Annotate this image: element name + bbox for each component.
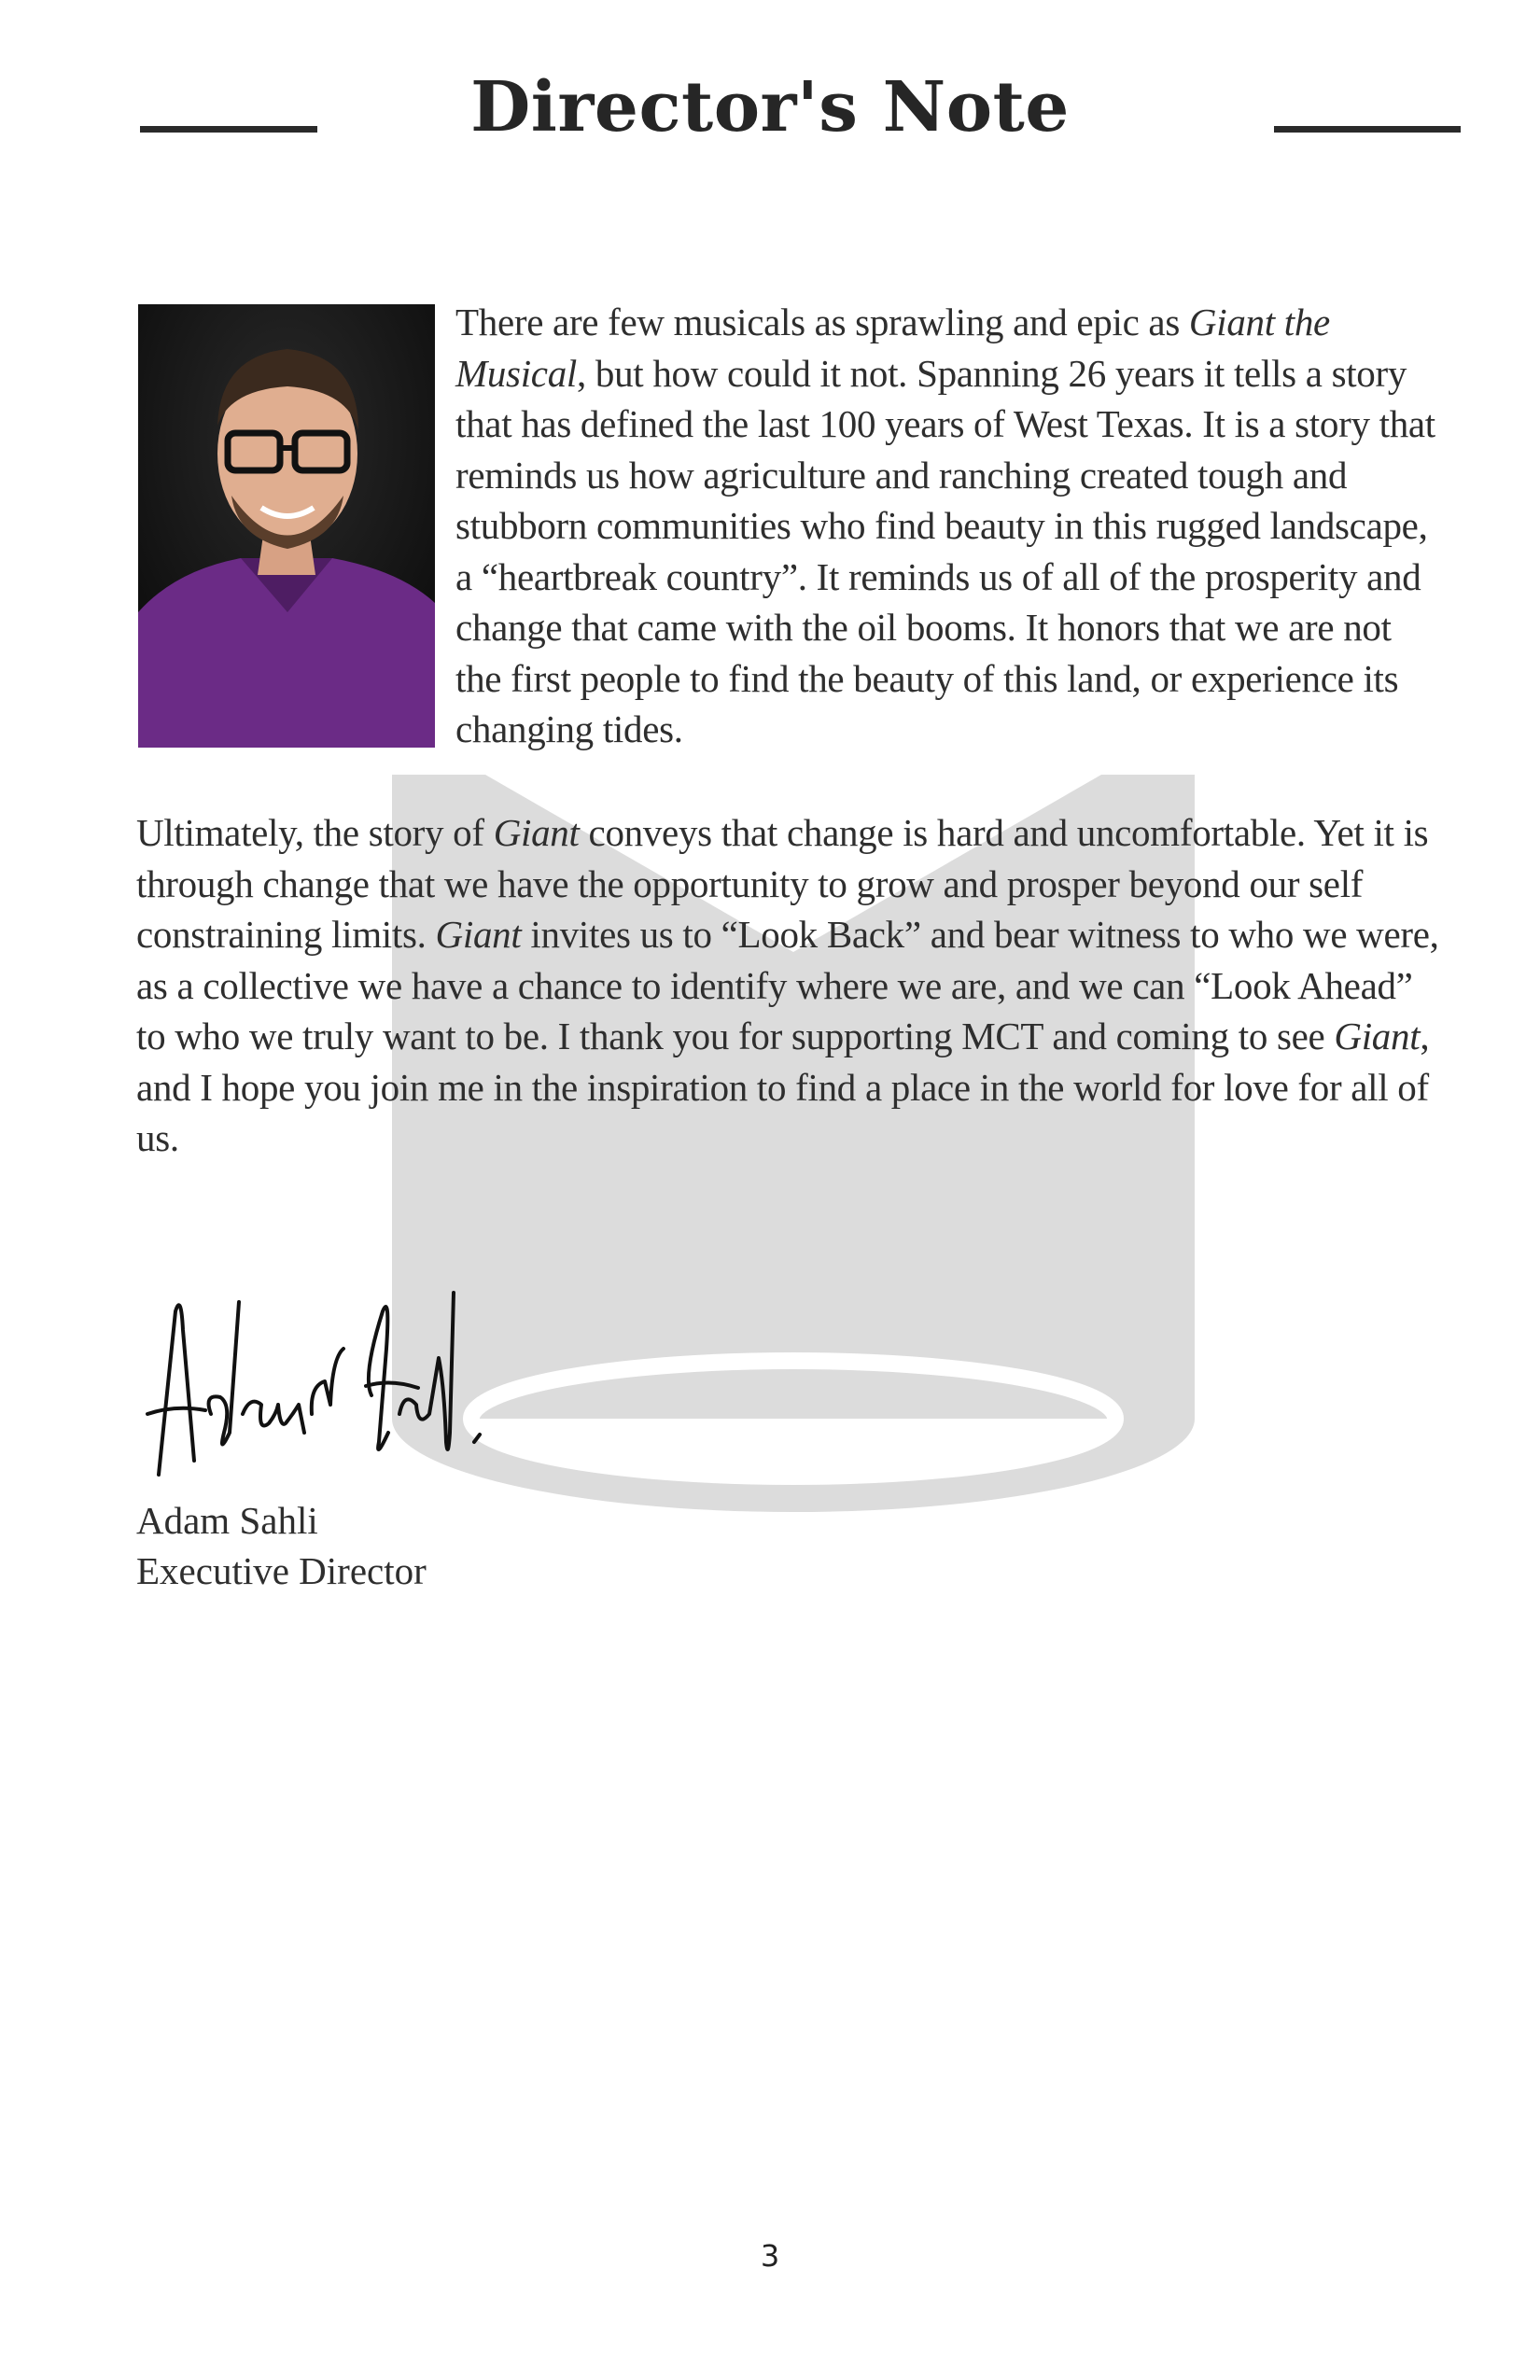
- page-number: 3: [760, 2238, 780, 2274]
- page-title: Director's Note: [470, 67, 1070, 147]
- show-title-italic: Giant: [435, 913, 522, 956]
- director-headshot: [138, 304, 435, 748]
- show-title-italic: Giant the Musical: [455, 301, 1330, 395]
- handwritten-signature: [138, 1274, 493, 1489]
- title-rule-right: [1274, 126, 1461, 133]
- letter-paragraph-1: There are few musicals as sprawling and epic as Giant the Musical, but how could it not. Spanning 26 years it tells a story that has defined the last 100 years of West Texas. It is a story that reminds us how agriculture and ranching created tough and stubborn communities who find beauty in this rugged landscape, a “heartbreak country”. It reminds us of all of the prosperity and change that came with the oil booms. It honors that we are not the first people to find the beauty of this land, or experience its changing tides.: [455, 301, 1435, 750]
- signer-name: Adam Sahli: [136, 1499, 318, 1542]
- show-title-italic: Giant: [1334, 1015, 1421, 1057]
- letter-paragraph-2: Ultimately, the story of Giant conveys that change is hard and uncomfortable. Yet it is through change that we have the opportunity to grow and prosper beyond our self constraining limits. Giant invites us to “Look Back” and bear witness to who we were, as a collective we have a chance to identify where we are, and we can “Look Ahead” to who we truly want to be. I thank you for supporting MCT and coming to see Giant, and I hope you join me in the inspiration to find a place in the world for love for all of us.: [136, 811, 1439, 1159]
- show-title-italic: Giant: [493, 811, 580, 854]
- signer-title: Executive Director: [136, 1549, 427, 1592]
